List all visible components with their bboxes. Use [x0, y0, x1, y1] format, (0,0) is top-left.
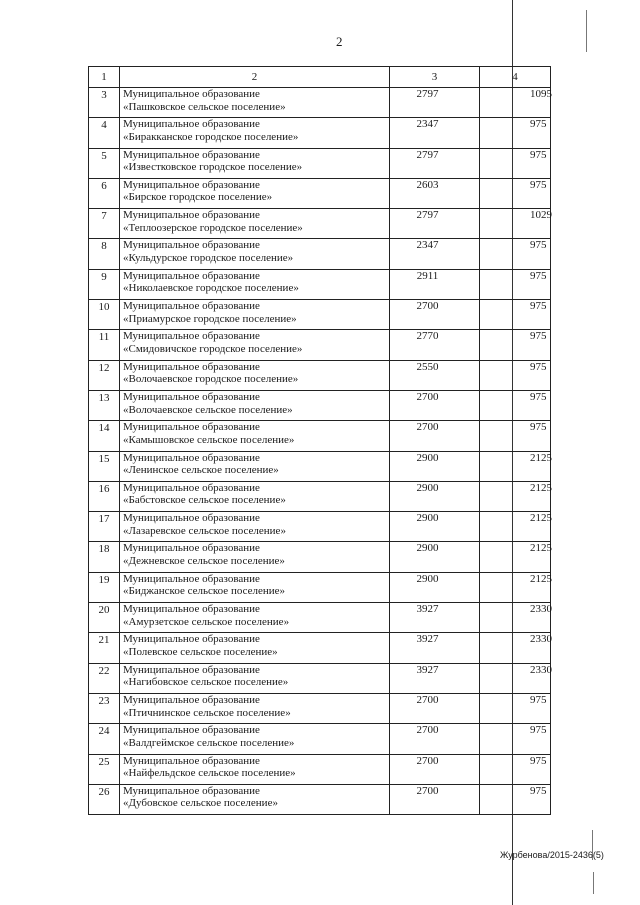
name-line-1: Муниципальное образование	[123, 88, 260, 100]
row-number: 12	[89, 360, 120, 390]
row-number: 21	[89, 633, 120, 663]
value-col-3-text: 2700	[416, 724, 439, 737]
municipality-name	[120, 572, 390, 602]
name-line-2: «Бирское городское поселение»	[123, 191, 273, 204]
value-col-3	[390, 88, 480, 118]
page-number: 2	[336, 34, 343, 49]
value-col-3-text: 3927	[416, 663, 439, 676]
table-row	[89, 209, 551, 239]
value-col-4: 975	[480, 754, 551, 784]
municipality-name	[120, 88, 390, 118]
name-line-1: Муниципальное образование	[123, 633, 260, 646]
name-line-1: Муниципальное образование	[123, 481, 260, 494]
name-line-1: Муниципальное образование	[123, 572, 260, 585]
value-col-3	[390, 784, 480, 814]
row-number: 10	[89, 300, 120, 330]
value-col-4: 2125	[480, 451, 551, 481]
table-row	[89, 663, 551, 693]
row-number: 24	[89, 724, 120, 754]
municipality-name	[120, 209, 390, 239]
value-col-4: 1095	[480, 88, 551, 118]
name-line-1: Муниципальное образование	[123, 693, 260, 706]
value-col-3-text: 2347	[416, 239, 439, 252]
table-row	[89, 88, 551, 118]
name-line-2: «Биракканское городское поселение»	[123, 130, 299, 143]
row-number: 18	[89, 542, 120, 572]
name-line-2: «Биджанское сельское поселение»	[123, 585, 286, 598]
name-line-1: Муниципальное образование	[123, 390, 260, 403]
value-col-4: 2330	[480, 633, 551, 663]
value-col-3	[390, 178, 480, 208]
value-col-4: 975	[480, 724, 551, 754]
municipality-name	[120, 390, 390, 420]
row-number: 16	[89, 481, 120, 511]
name-line-2: «Дубовское сельское поселение»	[123, 797, 278, 810]
table-row	[89, 724, 551, 754]
municipality-name	[120, 512, 390, 542]
municipality-name	[120, 330, 390, 360]
document-footer: Журбенова/2015-2436(5)	[500, 850, 604, 860]
row-number: 15	[89, 451, 120, 481]
municipality-name	[120, 784, 390, 814]
name-line-2: «Валдгеймское сельское поселение»	[123, 736, 295, 749]
value-col-3-text: 2797	[416, 88, 439, 100]
name-line-2: «Найфельдское сельское поселение»	[123, 767, 296, 780]
value-col-3-text: 2700	[416, 300, 439, 313]
table-row	[89, 542, 551, 572]
name-line-2: «Кульдурское городское поселение»	[123, 252, 294, 265]
municipality-name	[120, 724, 390, 754]
name-line-1: Муниципальное образование	[123, 148, 260, 161]
name-line-2: «Амурзетское сельское поселение»	[123, 615, 290, 628]
table-row	[89, 269, 551, 299]
table-row	[89, 512, 551, 542]
table-row	[89, 239, 551, 269]
table-row	[89, 603, 551, 633]
value-col-4: 975	[480, 269, 551, 299]
header-col-4: 4	[480, 67, 551, 88]
name-line-1: Муниципальное образование	[123, 330, 260, 343]
municipality-name	[120, 269, 390, 299]
table-row	[89, 451, 551, 481]
value-col-3	[390, 572, 480, 602]
value-col-3-text: 2900	[416, 481, 439, 494]
name-line-1: Муниципальное образование	[123, 603, 260, 616]
row-number: 5	[89, 148, 120, 178]
value-col-3-text: 2900	[416, 512, 439, 525]
scan-mark	[586, 10, 587, 52]
value-col-4: 975	[480, 118, 551, 148]
row-number: 20	[89, 603, 120, 633]
value-col-3-text: 2700	[416, 390, 439, 403]
name-line-1: Муниципальное образование	[123, 421, 260, 434]
name-line-1: Муниципальное образование	[123, 724, 260, 737]
table-row	[89, 633, 551, 663]
value-col-4: 975	[480, 330, 551, 360]
municipality-name	[120, 178, 390, 208]
name-line-2: «Пашковское сельское поселение»	[123, 100, 286, 113]
value-col-4: 2125	[480, 572, 551, 602]
value-col-3	[390, 663, 480, 693]
value-col-4: 975	[480, 784, 551, 814]
value-col-3-text: 3927	[416, 633, 439, 646]
row-number: 11	[89, 330, 120, 360]
row-number: 23	[89, 693, 120, 723]
value-col-4: 975	[480, 390, 551, 420]
value-col-4: 2330	[480, 603, 551, 633]
municipality-name	[120, 542, 390, 572]
name-line-1: Муниципальное образование	[123, 512, 260, 525]
value-col-3-text: 2700	[416, 421, 439, 434]
municipality-name	[120, 663, 390, 693]
value-col-3	[390, 269, 480, 299]
table-row	[89, 178, 551, 208]
name-line-2: «Полевское сельское поселение»	[123, 645, 278, 658]
municipality-name	[120, 300, 390, 330]
municipality-name	[120, 360, 390, 390]
name-line-1: Муниципальное образование	[123, 754, 260, 767]
row-number: 4	[89, 118, 120, 148]
municipality-name	[120, 603, 390, 633]
value-col-3	[390, 481, 480, 511]
value-col-3-text: 2900	[416, 572, 439, 585]
value-col-3	[390, 300, 480, 330]
header-col-1: 1	[89, 67, 120, 88]
row-number: 3	[89, 88, 120, 118]
row-number: 7	[89, 209, 120, 239]
name-line-2: «Ленинское сельское поселение»	[123, 464, 279, 477]
value-col-3	[390, 118, 480, 148]
municipality-name	[120, 421, 390, 451]
municipal-table	[88, 66, 551, 815]
value-col-3-text: 2770	[416, 330, 439, 343]
value-col-3	[390, 421, 480, 451]
name-line-1: Муниципальное образование	[123, 269, 260, 282]
value-col-3	[390, 209, 480, 239]
value-col-3-text: 2603	[416, 178, 439, 191]
value-col-4: 975	[480, 421, 551, 451]
value-col-3	[390, 512, 480, 542]
value-col-3	[390, 239, 480, 269]
name-line-1: Муниципальное образование	[123, 663, 260, 676]
name-line-2: «Дежневское сельское поселение»	[123, 555, 285, 568]
name-line-2: «Приамурское городское поселение»	[123, 312, 297, 325]
value-col-3	[390, 148, 480, 178]
name-line-1: Муниципальное образование	[123, 542, 260, 555]
row-number: 19	[89, 572, 120, 602]
scan-mark	[593, 872, 594, 894]
name-line-2: «Волочаевское городское поселение»	[123, 373, 299, 386]
header-col-3: 3	[390, 67, 480, 88]
value-col-3	[390, 330, 480, 360]
name-line-2: «Камышовское сельское поселение»	[123, 433, 295, 446]
row-number: 22	[89, 663, 120, 693]
value-col-3-text: 3927	[416, 603, 439, 616]
table-row	[89, 754, 551, 784]
table-row	[89, 390, 551, 420]
value-col-3	[390, 724, 480, 754]
name-line-2: «Лазаревское сельское поселение»	[123, 524, 286, 537]
value-col-3-text: 2550	[416, 360, 439, 373]
value-col-3-text: 2797	[416, 148, 439, 161]
value-col-3-text: 2797	[416, 209, 439, 222]
name-line-1: Муниципальное образование	[123, 784, 260, 797]
row-number: 14	[89, 421, 120, 451]
municipality-name	[120, 481, 390, 511]
table-row	[89, 118, 551, 148]
name-line-2: «Волочаевское сельское поселение»	[123, 403, 293, 416]
name-line-1: Муниципальное образование	[123, 300, 260, 313]
row-number: 25	[89, 754, 120, 784]
name-line-1: Муниципальное образование	[123, 239, 260, 252]
value-col-4: 2125	[480, 512, 551, 542]
table-row	[89, 572, 551, 602]
value-col-4: 975	[480, 148, 551, 178]
name-line-2: «Бабстовское сельское поселение»	[123, 494, 286, 507]
value-col-3-text: 2700	[416, 784, 439, 797]
name-line-1: Муниципальное образование	[123, 360, 260, 373]
value-col-3-text: 2347	[416, 118, 439, 131]
value-col-3-text: 2900	[416, 451, 439, 464]
value-col-3-text: 2900	[416, 542, 439, 555]
municipality-name	[120, 633, 390, 663]
row-number: 17	[89, 512, 120, 542]
name-line-2: «Нагибовское сельское поселение»	[123, 676, 289, 689]
name-line-2: «Николаевское городское поселение»	[123, 282, 299, 295]
value-col-3-text: 2700	[416, 754, 439, 767]
table-row	[89, 421, 551, 451]
name-line-1: Муниципальное образование	[123, 118, 260, 131]
value-col-3-text: 2911	[416, 269, 439, 282]
value-col-4: 975	[480, 693, 551, 723]
row-number: 13	[89, 390, 120, 420]
value-col-3	[390, 451, 480, 481]
value-col-3	[390, 693, 480, 723]
name-line-1: Муниципальное образование	[123, 451, 260, 464]
value-col-3	[390, 754, 480, 784]
value-col-3	[390, 390, 480, 420]
municipality-name	[120, 693, 390, 723]
header-col-2: 2	[120, 67, 390, 88]
municipality-name	[120, 118, 390, 148]
value-col-3-text: 2700	[416, 693, 439, 706]
value-col-4: 2330	[480, 663, 551, 693]
name-line-1: Муниципальное образование	[123, 178, 260, 191]
table-row	[89, 148, 551, 178]
row-number: 26	[89, 784, 120, 814]
value-col-4: 1029	[480, 209, 551, 239]
row-number: 8	[89, 239, 120, 269]
value-col-4: 2125	[480, 542, 551, 572]
name-line-2: «Известковское городское поселение»	[123, 161, 303, 174]
table-row	[89, 300, 551, 330]
value-col-3	[390, 542, 480, 572]
value-col-4: 975	[480, 360, 551, 390]
municipality-name	[120, 148, 390, 178]
value-col-4: 2125	[480, 481, 551, 511]
value-col-4: 975	[480, 300, 551, 330]
municipality-name	[120, 239, 390, 269]
name-line-2: «Теплоозерское городское поселение»	[123, 221, 303, 234]
table-row	[89, 330, 551, 360]
municipality-name	[120, 451, 390, 481]
name-line-2: «Птичнинское сельское поселение»	[123, 706, 291, 719]
name-line-1: Муниципальное образование	[123, 209, 260, 222]
table-row	[89, 693, 551, 723]
name-line-2: «Смидовичское городское поселение»	[123, 342, 303, 355]
table-header-row	[89, 67, 551, 88]
value-col-3	[390, 603, 480, 633]
row-number: 9	[89, 269, 120, 299]
table-row	[89, 784, 551, 814]
value-col-3	[390, 633, 480, 663]
row-number: 6	[89, 178, 120, 208]
value-col-3	[390, 360, 480, 390]
value-col-4: 975	[480, 239, 551, 269]
table-row	[89, 360, 551, 390]
value-col-4: 975	[480, 178, 551, 208]
table-row	[89, 481, 551, 511]
municipality-name	[120, 754, 390, 784]
